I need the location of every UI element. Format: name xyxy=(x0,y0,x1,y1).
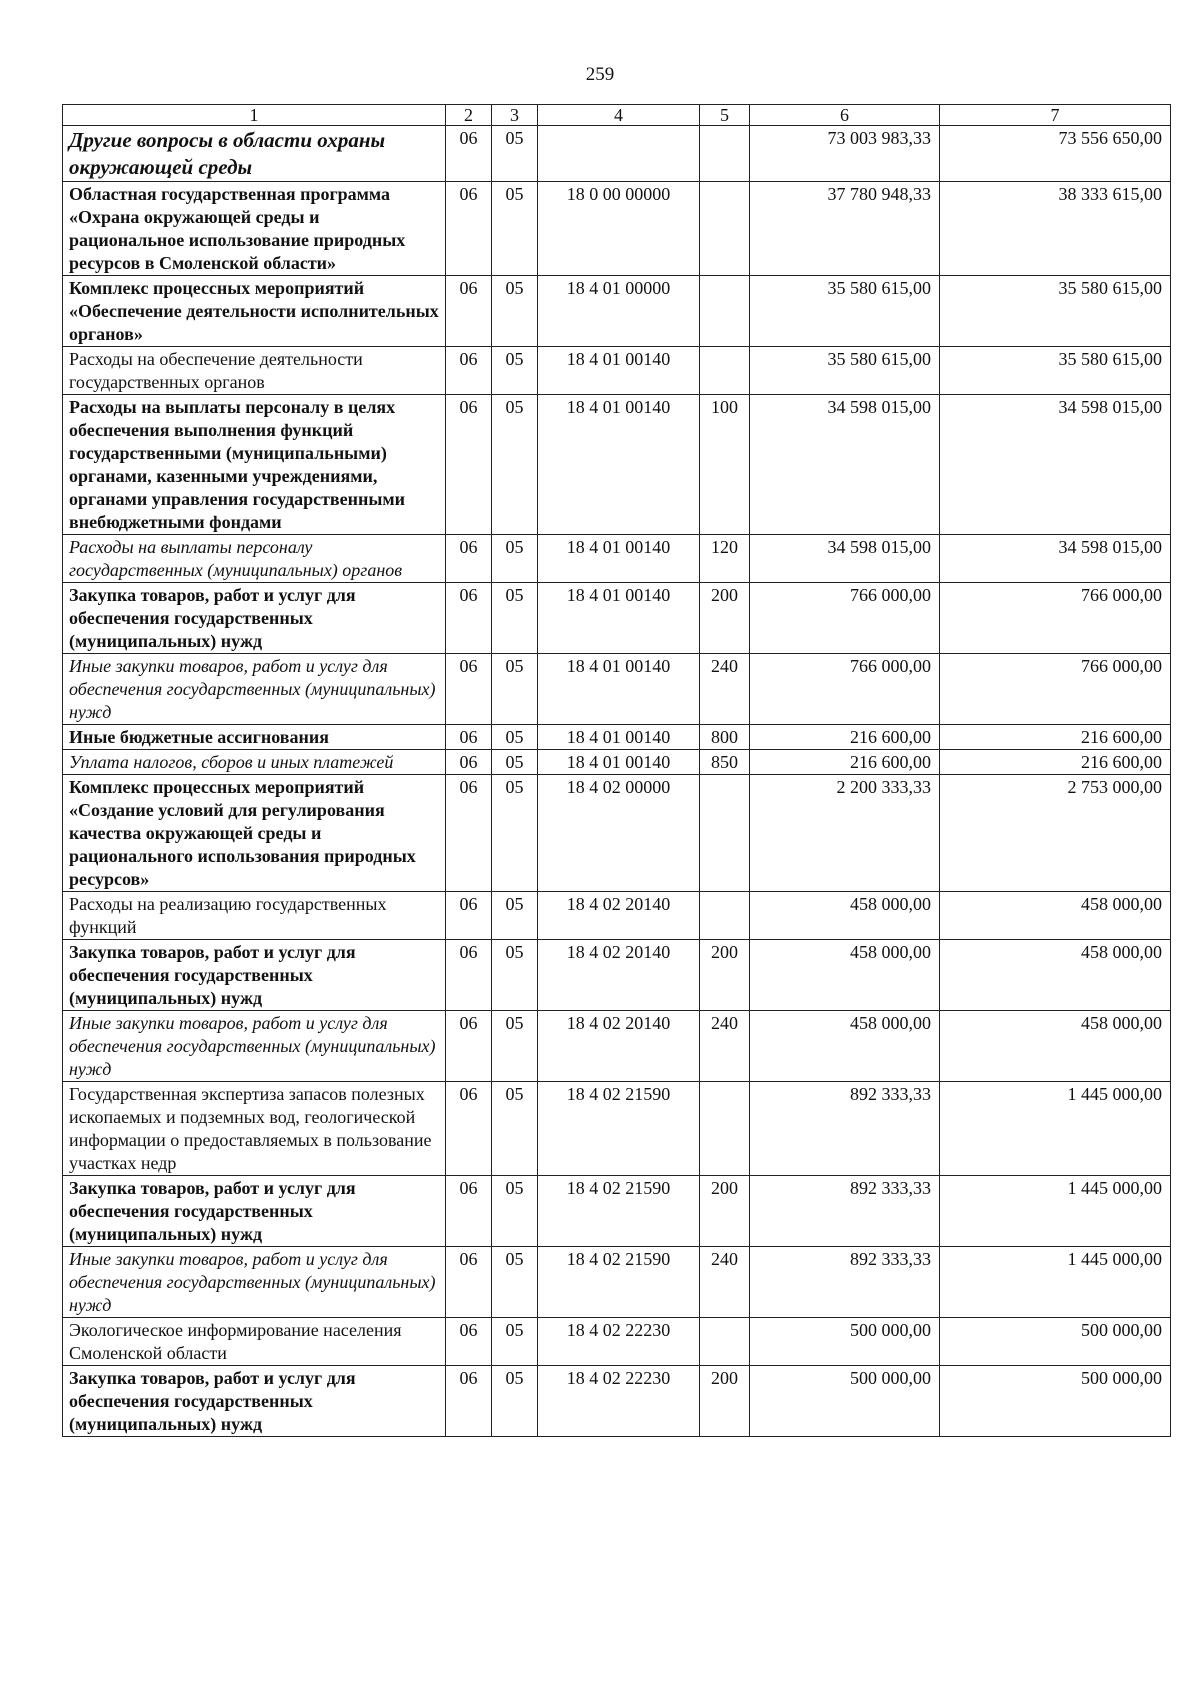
column-header-3: 3 xyxy=(492,105,538,126)
section-code: 06 xyxy=(446,892,492,940)
section-code: 06 xyxy=(446,1247,492,1318)
amount-col-7: 1 445 000,00 xyxy=(940,1176,1171,1247)
page-number: 259 xyxy=(585,64,615,85)
amount-col-7: 2 753 000,00 xyxy=(940,775,1171,892)
table-row xyxy=(63,1247,1171,1318)
amount-col-6: 892 333,33 xyxy=(750,1247,940,1318)
item-name: Закупка товаров, работ и услуг для обеспечения государственных (муниципальных) нужд xyxy=(63,1366,446,1437)
target-article-code: 18 4 02 20140 xyxy=(538,892,700,940)
item-name: Закупка товаров, работ и услуг для обеспечения государственных (муниципальных) нужд xyxy=(63,583,446,654)
amount-col-7: 38 333 615,00 xyxy=(940,182,1171,276)
amount-col-6: 458 000,00 xyxy=(750,892,940,940)
subsection-code: 05 xyxy=(492,583,538,654)
table-row xyxy=(63,775,1171,892)
amount-col-6: 500 000,00 xyxy=(750,1366,940,1437)
amount-col-7: 458 000,00 xyxy=(940,940,1171,1011)
amount-col-6: 892 333,33 xyxy=(750,1176,940,1247)
subsection-code: 05 xyxy=(492,535,538,583)
target-article-code: 18 4 01 00140 xyxy=(538,347,700,395)
item-name: Комплекс процессных мероприятий «Создание условий для регулирования качества окружающей среды и рационального использования природных ресурсов» xyxy=(63,775,446,892)
amount-col-6: 766 000,00 xyxy=(750,654,940,725)
expense-type-code xyxy=(700,1082,750,1176)
subsection-code: 05 xyxy=(492,750,538,775)
amount-col-6: 458 000,00 xyxy=(750,940,940,1011)
amount-col-7: 500 000,00 xyxy=(940,1318,1171,1366)
target-article-code: 18 4 02 22230 xyxy=(538,1366,700,1437)
expense-type-code: 200 xyxy=(700,583,750,654)
expense-type-code: 120 xyxy=(700,535,750,583)
amount-col-6: 37 780 948,33 xyxy=(750,182,940,276)
amount-col-6: 34 598 015,00 xyxy=(750,535,940,583)
table-row xyxy=(63,1176,1171,1247)
table-row xyxy=(63,725,1171,750)
target-article-code: 18 4 02 21590 xyxy=(538,1082,700,1176)
section-code: 06 xyxy=(446,1011,492,1082)
target-article-code: 18 4 01 00000 xyxy=(538,276,700,347)
amount-col-7: 73 556 650,00 xyxy=(940,126,1171,182)
subsection-code: 05 xyxy=(492,1366,538,1437)
subsection-code: 05 xyxy=(492,347,538,395)
amount-col-7: 500 000,00 xyxy=(940,1366,1171,1437)
target-article-code: 18 4 01 00140 xyxy=(538,654,700,725)
amount-col-6: 766 000,00 xyxy=(750,583,940,654)
amount-col-7: 1 445 000,00 xyxy=(940,1247,1171,1318)
table-row xyxy=(63,126,1171,182)
target-article-code: 18 4 02 00000 xyxy=(538,775,700,892)
table-row xyxy=(63,1366,1171,1437)
column-header-1: 1 xyxy=(63,105,446,126)
item-name: Комплекс процессных мероприятий «Обеспечение деятельности исполнительных органов» xyxy=(63,276,446,347)
section-code: 06 xyxy=(446,725,492,750)
target-article-code: 18 4 02 20140 xyxy=(538,940,700,1011)
subsection-code: 05 xyxy=(492,1318,538,1366)
expense-type-code: 100 xyxy=(700,395,750,535)
subsection-code: 05 xyxy=(492,276,538,347)
column-header-5: 5 xyxy=(700,105,750,126)
subsection-code: 05 xyxy=(492,892,538,940)
section-code: 06 xyxy=(446,126,492,182)
item-name: Расходы на выплаты персоналу государственных (муниципальных) органов xyxy=(63,535,446,583)
item-name: Государственная экспертиза запасов полезных ископаемых и подземных вод, геологической информации о предоставляемых в пользование участках недр xyxy=(63,1082,446,1176)
item-name: Иные закупки товаров, работ и услуг для обеспечения государственных (муниципальных) нужд xyxy=(63,654,446,725)
table-row xyxy=(63,395,1171,535)
amount-col-6: 2 200 333,33 xyxy=(750,775,940,892)
section-code: 06 xyxy=(446,1366,492,1437)
amount-col-6: 216 600,00 xyxy=(750,725,940,750)
section-code: 06 xyxy=(446,182,492,276)
table-header xyxy=(63,105,1171,126)
amount-col-6: 458 000,00 xyxy=(750,1011,940,1082)
expense-type-code xyxy=(700,892,750,940)
amount-col-7: 35 580 615,00 xyxy=(940,347,1171,395)
amount-col-7: 34 598 015,00 xyxy=(940,535,1171,583)
item-name: Расходы на обеспечение деятельности государственных органов xyxy=(63,347,446,395)
column-header-7: 7 xyxy=(940,105,1171,126)
amount-col-7: 216 600,00 xyxy=(940,750,1171,775)
expense-type-code xyxy=(700,126,750,182)
subsection-code: 05 xyxy=(492,1176,538,1247)
expense-type-code: 240 xyxy=(700,654,750,725)
target-article-code xyxy=(538,126,700,182)
table-row xyxy=(63,347,1171,395)
section-code: 06 xyxy=(446,654,492,725)
section-code: 06 xyxy=(446,583,492,654)
section-code: 06 xyxy=(446,347,492,395)
expense-type-code: 200 xyxy=(700,940,750,1011)
item-name: Иные закупки товаров, работ и услуг для обеспечения государственных (муниципальных) нужд xyxy=(63,1011,446,1082)
table-row xyxy=(63,750,1171,775)
item-name: Областная государственная программа «Охрана окружающей среды и рациональное использование природных ресурсов в Смоленской области» xyxy=(63,182,446,276)
expense-type-code: 800 xyxy=(700,725,750,750)
expense-type-code xyxy=(700,182,750,276)
amount-col-6: 34 598 015,00 xyxy=(750,395,940,535)
item-name: Другие вопросы в области охраны окружающей среды xyxy=(63,126,446,182)
item-name: Иные закупки товаров, работ и услуг для обеспечения государственных (муниципальных) нужд xyxy=(63,1247,446,1318)
target-article-code: 18 4 01 00140 xyxy=(538,725,700,750)
section-code: 06 xyxy=(446,1318,492,1366)
subsection-code: 05 xyxy=(492,1082,538,1176)
amount-col-7: 766 000,00 xyxy=(940,583,1171,654)
table-row xyxy=(63,276,1171,347)
amount-col-6: 73 003 983,33 xyxy=(750,126,940,182)
section-code: 06 xyxy=(446,1082,492,1176)
expense-type-code xyxy=(700,775,750,892)
amount-col-6: 216 600,00 xyxy=(750,750,940,775)
amount-col-6: 892 333,33 xyxy=(750,1082,940,1176)
expense-type-code: 200 xyxy=(700,1176,750,1247)
section-code: 06 xyxy=(446,940,492,1011)
expense-type-code xyxy=(700,276,750,347)
table-row xyxy=(63,1011,1171,1082)
amount-col-7: 766 000,00 xyxy=(940,654,1171,725)
subsection-code: 05 xyxy=(492,1247,538,1318)
table-body xyxy=(63,126,1171,1437)
expense-type-code: 240 xyxy=(700,1247,750,1318)
table-row xyxy=(63,583,1171,654)
target-article-code: 18 4 02 21590 xyxy=(538,1176,700,1247)
amount-col-6: 35 580 615,00 xyxy=(750,276,940,347)
table-row xyxy=(63,1318,1171,1366)
target-article-code: 18 4 01 00140 xyxy=(538,535,700,583)
expense-type-code xyxy=(700,347,750,395)
target-article-code: 18 4 01 00140 xyxy=(538,583,700,654)
section-code: 06 xyxy=(446,395,492,535)
column-header-2: 2 xyxy=(446,105,492,126)
target-article-code: 18 4 02 22230 xyxy=(538,1318,700,1366)
subsection-code: 05 xyxy=(492,1011,538,1082)
table-row xyxy=(63,892,1171,940)
section-code: 06 xyxy=(446,535,492,583)
amount-col-7: 1 445 000,00 xyxy=(940,1082,1171,1176)
table-row xyxy=(63,654,1171,725)
expense-type-code: 200 xyxy=(700,1366,750,1437)
target-article-code: 18 4 02 20140 xyxy=(538,1011,700,1082)
subsection-code: 05 xyxy=(492,940,538,1011)
section-code: 06 xyxy=(446,1176,492,1247)
item-name: Расходы на выплаты персоналу в целях обеспечения выполнения функций государственными (муниципальными) органами, казенными учреждениями, органами управления государственными внебюджетными фондами xyxy=(63,395,446,535)
subsection-code: 05 xyxy=(492,775,538,892)
expense-type-code: 240 xyxy=(700,1011,750,1082)
target-article-code: 18 0 00 00000 xyxy=(538,182,700,276)
expense-type-code: 850 xyxy=(700,750,750,775)
amount-col-7: 458 000,00 xyxy=(940,892,1171,940)
item-name: Экологическое информирование населения Смоленской области xyxy=(63,1318,446,1366)
expense-type-code xyxy=(700,1318,750,1366)
item-name: Закупка товаров, работ и услуг для обеспечения государственных (муниципальных) нужд xyxy=(63,940,446,1011)
item-name: Уплата налогов, сборов и иных платежей xyxy=(63,750,446,775)
amount-col-7: 458 000,00 xyxy=(940,1011,1171,1082)
amount-col-7: 216 600,00 xyxy=(940,725,1171,750)
section-code: 06 xyxy=(446,276,492,347)
target-article-code: 18 4 01 00140 xyxy=(538,395,700,535)
subsection-code: 05 xyxy=(492,654,538,725)
table-row xyxy=(63,940,1171,1011)
subsection-code: 05 xyxy=(492,395,538,535)
item-name: Расходы на реализацию государственных функций xyxy=(63,892,446,940)
subsection-code: 05 xyxy=(492,126,538,182)
table-row xyxy=(63,535,1171,583)
table-row xyxy=(63,182,1171,276)
column-header-6: 6 xyxy=(750,105,940,126)
target-article-code: 18 4 01 00140 xyxy=(538,750,700,775)
column-header-4: 4 xyxy=(538,105,700,126)
target-article-code: 18 4 02 21590 xyxy=(538,1247,700,1318)
item-name: Закупка товаров, работ и услуг для обеспечения государственных (муниципальных) нужд xyxy=(63,1176,446,1247)
amount-col-6: 500 000,00 xyxy=(750,1318,940,1366)
budget-table xyxy=(62,104,1171,1437)
amount-col-7: 34 598 015,00 xyxy=(940,395,1171,535)
amount-col-7: 35 580 615,00 xyxy=(940,276,1171,347)
section-code: 06 xyxy=(446,750,492,775)
item-name: Иные бюджетные ассигнования xyxy=(63,725,446,750)
subsection-code: 05 xyxy=(492,182,538,276)
table-row xyxy=(63,1082,1171,1176)
subsection-code: 05 xyxy=(492,725,538,750)
section-code: 06 xyxy=(446,775,492,892)
amount-col-6: 35 580 615,00 xyxy=(750,347,940,395)
header-row xyxy=(63,105,1171,126)
